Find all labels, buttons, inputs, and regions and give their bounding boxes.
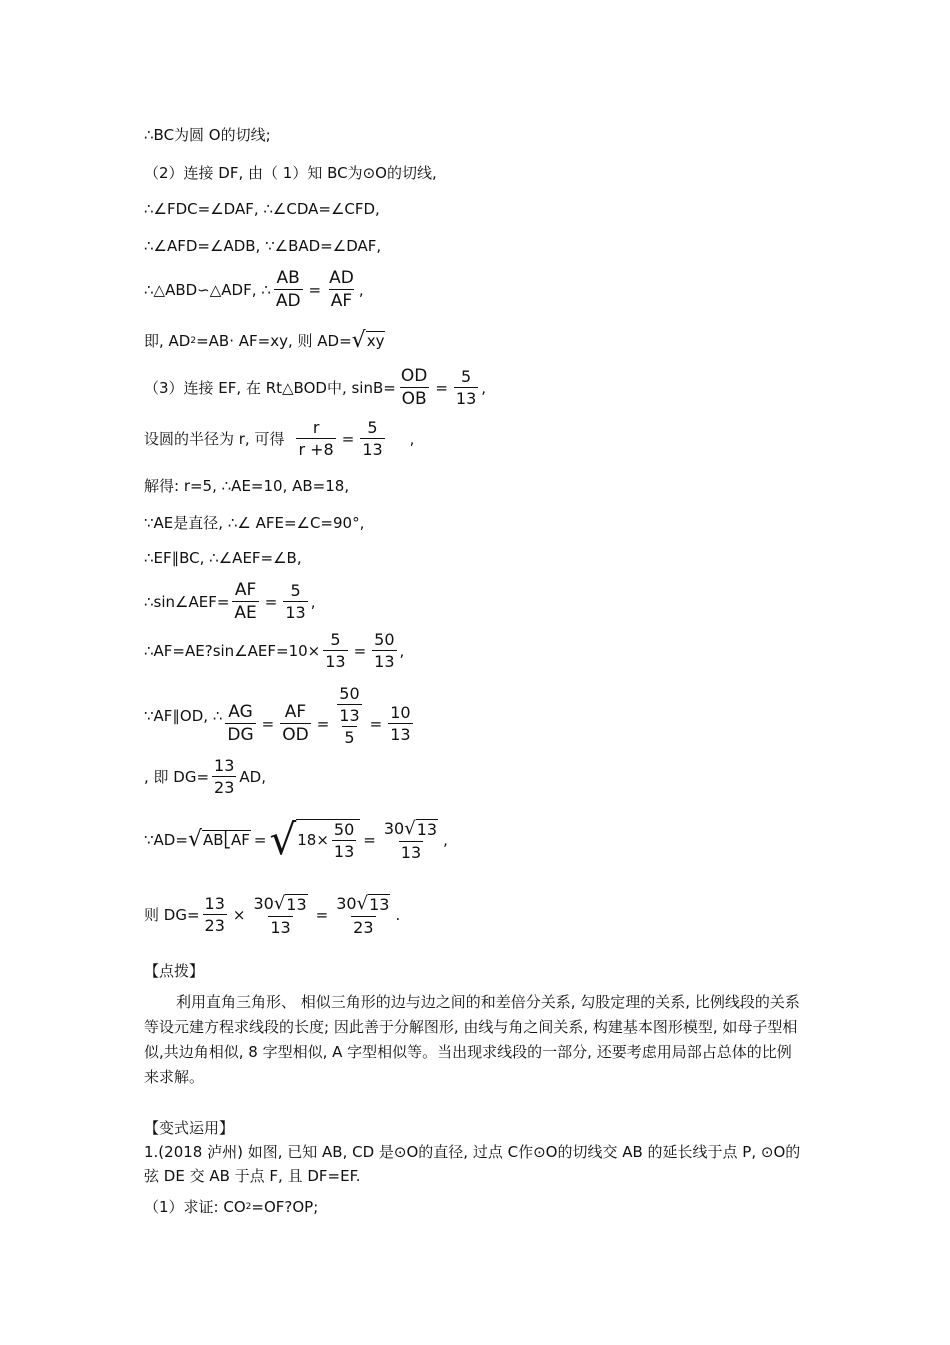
variant-heading: 【变式运用】 (144, 1119, 235, 1137)
fraction-13-23: $\frac{13}{23}$ (204, 894, 225, 936)
line-10: ∵AE是直径, ∴∠ AFE=∠C=90°, (144, 514, 365, 532)
fraction-ab-ad: $\frac{AB}{AD}$ (275, 268, 301, 312)
tip-heading: 【点拨】 (144, 962, 205, 980)
fraction-ad-af: $\frac{AD}{AF}$ (329, 268, 354, 312)
variant-question-1-part-1: （1）求证: CO 2 =OF?OP; (144, 1197, 319, 1216)
fraction-af-ae: $\frac{AF}{AE}$ (234, 580, 257, 624)
line-12: ∴sin∠AEF= $\frac{AF}{AE}$ = $\frac{5}{13}$ , (144, 580, 316, 624)
fraction-50-13: $\frac{50}{13}$ (374, 630, 395, 672)
fraction-ag-dg: $\frac{AG}{DG}$ (227, 701, 254, 746)
line-4: ∴∠AFD=∠ADB, ∵∠BAD=∠DAF, (144, 237, 382, 255)
sqrt-ab-af: √ AB⎣AF (187, 827, 250, 853)
fraction-30sqrt13-23: 30 √ 13 23 (336, 893, 390, 937)
line-5: ∴△ABD∽△ADF, ∴ $\frac{AB}{AD}$ = $\frac{AD}{AF}$ , (144, 268, 364, 312)
variant-question-1: 1.(2018 泸州) 如图, 已知 AB, CD 是⊙O的直径, 过点 C作⊙O的切线交 AB 的延长线于点 P, ⊙O的弦 DE 交 AB 于点 F, 且 DF=EF. (144, 1143, 801, 1185)
line-8: 设圆的半径为 r, 可得 $\frac{r}{r +8}$ = $\frac{5}{13}$ , (144, 418, 415, 460)
line-15: , 即 DG= $\frac{13}{23}$ AD, (144, 756, 266, 798)
fraction-af-od: $\frac{AF}{OD}$ (282, 701, 309, 746)
line-14: ∵AF∥OD, ∴ $\frac{AG}{DG}$ = $\frac{AF}{OD}$ = $\frac{\frac{50}{13}}{5}$ = $\frac{10}{13}$ (144, 684, 411, 748)
fraction-5-13: $\frac{5}{13}$ (455, 367, 477, 409)
line-9: 解得: r=5, ∴AE=10, AB=18, (144, 477, 350, 495)
compound-fraction: $\frac{\frac{50}{13}}{5}$ (339, 684, 360, 748)
fraction-5-13: $\frac{5}{13}$ (325, 630, 346, 672)
line-16: ∵AD= √ AB⎣AF = √ 18× $\frac{50}{13}$ = 30 √ 13 13 , (144, 814, 448, 864)
line-3: ∴∠FDC=∠DAF, ∴∠CDA=∠CFD, (144, 200, 380, 218)
line-7: （3）连接 EF, 在 Rt△BOD中, sinB= $\frac{OD}{OB}$ = $\frac{5}{13}$ , (144, 366, 487, 410)
sqrt-18-times-fraction: √ 18× $\frac{50}{13}$ (270, 819, 361, 861)
line-2: （2）连接 DF, 由（ 1）知 BC为⊙O的切线, (144, 164, 437, 182)
tip-body: 利用直角三角形、 相似三角形的边与边之间的和差倍分关系, 勾股定理的关系, 比例线段的关系等设元建方程求线段的长度; 因此善于分解图形, 由线与角之间关系, 构建基本图形模型, 如母子型相似,共边角相似, 8 字型相似, A 字型相似等。当出现求线段的一部分, 还要考虑用局部占总体的比例来求解。 (144, 993, 800, 1086)
line-11: ∴EF∥BC, ∴∠AEF=∠B, (144, 549, 302, 567)
line-13: ∴AF=AE?sin∠AEF=10× $\frac{5}{13}$ = $\frac{50}{13}$ , (144, 630, 405, 672)
fraction-30sqrt13-13: 30 √ 13 13 (253, 893, 307, 937)
sqrt-xy: √ xy (351, 328, 385, 353)
fraction-r-r8: $\frac{r}{r +8}$ (298, 418, 334, 460)
line-6: 即, AD 2 =AB· AF=xy, 则 AD= √ xy (144, 328, 385, 353)
fraction-5-13: $\frac{5}{13}$ (285, 581, 306, 623)
line-1: ∴BC为圆 O的切线; (144, 126, 271, 144)
line-17: 则 DG= $\frac{13}{23}$ × 30 √ 13 13 = 30 √ 13 23 . (144, 893, 401, 937)
fraction-13-23: $\frac{13}{23}$ (214, 756, 235, 798)
fraction-5-13: $\frac{5}{13}$ (362, 418, 383, 460)
fraction-od-ob: $\frac{OD}{OB}$ (400, 366, 428, 410)
fraction-10-13: $\frac{10}{13}$ (390, 703, 411, 745)
fraction-30sqrt13-13: 30 √ 13 13 (383, 818, 438, 862)
